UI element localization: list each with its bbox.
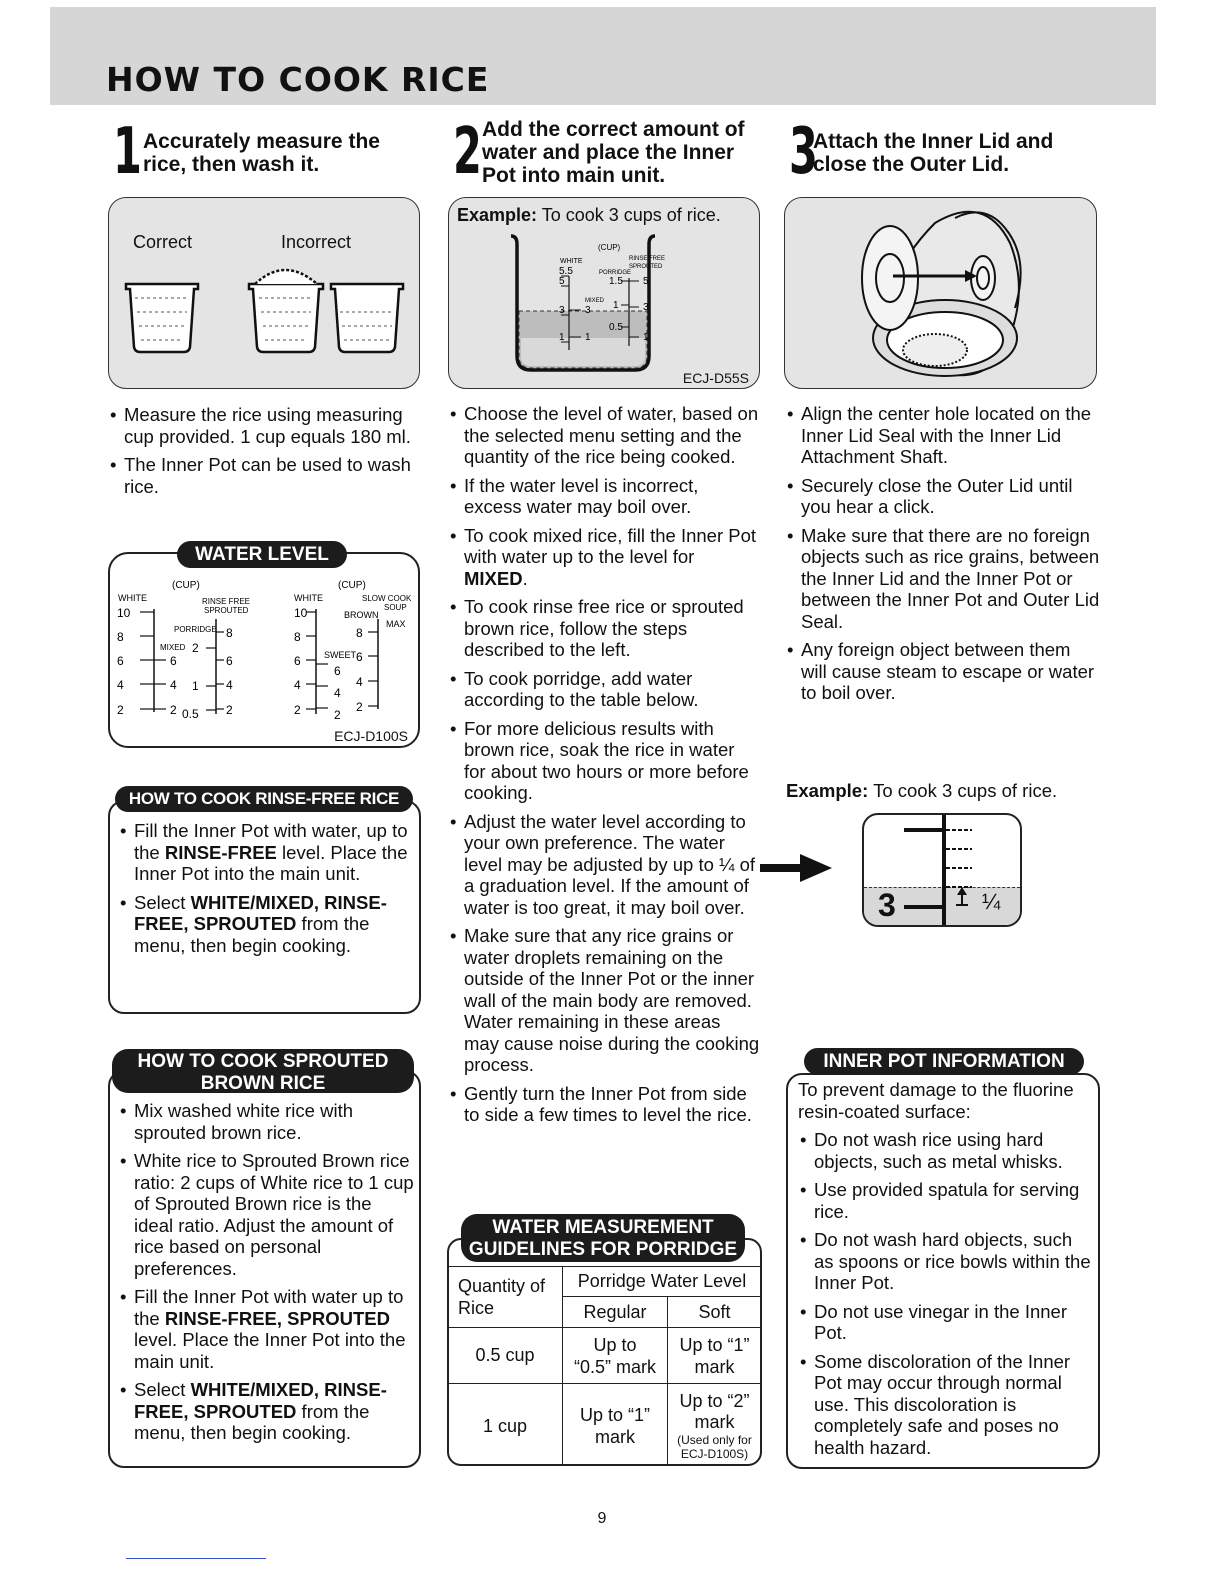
list-item: • The Inner Pot can be used to wash rice. — [108, 454, 426, 497]
list-item: • Do not wash rice using hard objects, such as metal whisks. — [798, 1129, 1094, 1172]
list-item: • To cook porridge, add water according to the table below. — [448, 668, 760, 711]
brown-mark: 8 — [356, 626, 363, 640]
porridge-label: PORRIDGE — [174, 625, 217, 634]
inner-pot-panel — [786, 1073, 1100, 1469]
white-label: WHITE — [118, 593, 147, 603]
mixed-mark: 3 — [585, 305, 591, 316]
porridge-mark: 2 — [192, 641, 199, 655]
sprouted-panel — [108, 1070, 421, 1468]
list-item: • Do not use vinegar in the Inner Pot. — [798, 1301, 1094, 1344]
gauge-quarter: ¼ — [982, 889, 1001, 914]
white-mark: 2 — [117, 703, 124, 717]
white-mark: 4 — [117, 678, 124, 692]
list-item: • Fill the Inner Pot with water, up to the RINSE-FREE level. Place the Inner Pot into the main unit. — [118, 820, 410, 885]
porridge-mark: 1 — [192, 679, 199, 693]
porridge-mark: 1 — [613, 300, 619, 311]
list-item: • Align the center hole located on the Inner Lid Seal with the Inner Lid Attachment Shaft. — [785, 403, 1101, 468]
water-example-illustration — [448, 197, 760, 389]
mixed-mark: 2 — [170, 703, 177, 717]
lid-illustration — [784, 197, 1097, 389]
list-item: • Make sure that any rice grains or water droplets remaining on the outside of the Inner Pot or the inner wall of the main body are removed. Water remaining in these areas may cause noise during the cooking process. — [448, 925, 760, 1076]
correct-label: Correct — [133, 232, 193, 252]
table-cell: Up to “1” mark — [668, 1328, 762, 1384]
list-item: • To cook mixed rice, fill the Inner Pot with water up to the level for MIXED. — [448, 525, 760, 590]
step-1-bullets — [108, 404, 426, 504]
slow-cook-label: SLOW COOK — [362, 594, 412, 603]
water-level-model: ECJ-D100S — [334, 728, 408, 744]
white-mark: 6 — [117, 654, 124, 668]
list-item: • Make sure that there are no foreign objects such as rice grains, between the Inner Lid and the Inner Pot or between the Inner Pot and Outer Lid Seal. — [785, 525, 1101, 633]
rice-fill — [521, 338, 645, 366]
level-gauge-example — [862, 813, 1022, 927]
white-mark: 4 — [294, 678, 301, 692]
rinse-mark: 4 — [226, 678, 233, 692]
brown-mark: 6 — [356, 650, 363, 664]
incorrect-label: Incorrect — [281, 232, 352, 252]
sweet-mark: 2 — [334, 708, 341, 722]
white-mark: 5.5 — [559, 266, 573, 277]
white-mark: 6 — [294, 654, 301, 668]
step-1-number: 1 — [113, 115, 142, 189]
step-2-number: 2 — [453, 115, 482, 189]
page-number: 9 — [597, 1510, 607, 1527]
water-level-panel — [108, 552, 420, 748]
table-cell: Up to “2” mark (Used only for ECJ-D100S) — [668, 1384, 762, 1467]
white-label: WHITE — [294, 593, 323, 603]
water-level-gauges — [110, 554, 418, 746]
list-item: • Do not wash hard objects, such as spoons or rice bowls within the Inner Pot. — [798, 1229, 1094, 1294]
table-cell: Up to “0.5” mark — [563, 1328, 668, 1384]
sweet-mark: 6 — [334, 664, 341, 678]
table-row — [448, 1328, 761, 1384]
list-item: • Fill the Inner Pot with water up to the RINSE-FREE, SPROUTED level. Place the Inner Pot into the main unit. — [118, 1286, 414, 1372]
table-cell: 0.5 cup — [448, 1328, 563, 1384]
footnote-rule — [126, 1558, 266, 1559]
col-regular-header: Regular — [563, 1297, 668, 1328]
step-3-number: 3 — [789, 115, 818, 189]
porridge-table — [448, 1266, 761, 1466]
list-item: • Measure the rice using measuring cup provided. 1 cup equals 180 ml. — [108, 404, 426, 447]
cup-label: (CUP) — [172, 580, 200, 591]
gauge-value: 3 — [878, 887, 896, 923]
porridge-label: PORRIDGE — [599, 270, 632, 276]
porridge-mark: 1.5 — [609, 276, 623, 287]
white-mark: 2 — [294, 703, 301, 717]
white-mark: 5 — [559, 276, 565, 287]
rinse-free-label: RINSE FREE — [202, 597, 251, 606]
col-level-header: Porridge Water Level — [563, 1267, 762, 1297]
list-item: • Securely close the Outer Lid until you hear a click. — [785, 475, 1101, 518]
mixed-mark: 1 — [585, 332, 591, 343]
rinse-mark: 2 — [226, 703, 233, 717]
sprouted-label: SPROUTED — [629, 264, 663, 270]
white-mark: 8 — [117, 630, 124, 644]
measuring-cups-illustration — [109, 198, 419, 388]
list-item: • Choose the level of water, based on the selected menu setting and the quantity of the rice being cooked. — [448, 403, 760, 468]
arrow-right-icon — [760, 850, 834, 886]
step-2-bullets — [448, 403, 760, 1133]
list-item: • Adjust the water level according to your own preference. The water level may be adjusted by up to ¼ of a graduation level. If the amount of water is too great, it may boil over. — [448, 811, 760, 919]
white-label: WHITE — [560, 258, 583, 265]
white-mark: 8 — [294, 630, 301, 644]
rice-cooker-lid-illustration — [785, 198, 1096, 388]
inner-pot-intro: To prevent damage to the fluorine resin-coated surface: — [798, 1079, 1074, 1122]
pot-model: ECJ-D55S — [682, 370, 749, 386]
table-cell: Up to “1” mark — [563, 1384, 668, 1467]
list-item: • Select WHITE/MIXED, RINSE-FREE, SPROUTED from the menu, then begin cooking. — [118, 1379, 414, 1444]
porridge-mark: 0.5 — [609, 322, 623, 333]
inner-pot-title: INNER POT INFORMATION — [804, 1048, 1084, 1075]
list-item: • Gently turn the Inner Pot from side to side a few times to level the rice. — [448, 1083, 760, 1126]
porridge-table-panel — [447, 1238, 762, 1466]
sweet-mark: 4 — [334, 686, 341, 700]
list-item: • Mix washed white rice with sprouted brown rice. — [118, 1100, 414, 1143]
porridge-mark: 0.5 — [182, 707, 199, 721]
white-mark: 10 — [117, 606, 131, 620]
list-item: • For more delicious results with brown rice, soak the rice in water for about two hours or more before cooking. — [448, 718, 760, 804]
list-item: • To cook rinse free rice or sprouted brown rice, follow the steps described to the left. — [448, 596, 760, 661]
brown-label: BROWN — [344, 610, 379, 620]
mixed-label: MIXED — [585, 298, 605, 304]
soup-label: SOUP — [384, 603, 407, 612]
white-mark: 10 — [294, 606, 308, 620]
table-cell: 1 cup — [448, 1384, 563, 1467]
list-item: • White rice to Sprouted Brown rice ratio: 2 cups of White rice to 1 cup of Sprouted Brown rice is the ideal ratio. Adjust the amount of rice based on personal preferences. — [118, 1150, 414, 1279]
mixed-label: MIXED — [160, 643, 186, 652]
rinse-mark: 5 — [643, 276, 649, 287]
rinse-mark: 8 — [226, 626, 233, 640]
col-quantity-header: Quantity of Rice — [448, 1267, 563, 1328]
example-caption: Example: To cook 3 cups of rice. — [457, 205, 721, 225]
water-level-title: WATER LEVEL — [177, 541, 347, 568]
sprouted-label: SPROUTED — [204, 606, 249, 615]
list-item: • Use provided spatula for serving rice. — [798, 1179, 1094, 1222]
list-item: • Select WHITE/MIXED, RINSE-FREE, SPROUTED from the menu, then begin cooking. — [118, 892, 410, 957]
step-2-heading: Add the correct amount of water and place the Inner Pot into main unit. — [482, 118, 745, 187]
mixed-mark: 6 — [170, 654, 177, 668]
step-3-example-caption: Example: To cook 3 cups of rice. — [786, 780, 1058, 801]
max-label: MAX — [386, 619, 406, 629]
step-1-heading: Accurately measure the rice, then wash it. — [143, 130, 380, 176]
rinse-free-title: HOW TO COOK RINSE-FREE RICE — [115, 786, 413, 812]
cup-label: (CUP) — [338, 580, 366, 591]
rinse-free-label: RINSE FREE — [629, 256, 666, 262]
brown-mark: 4 — [356, 675, 363, 689]
cup-label: (CUP) — [598, 243, 621, 252]
measure-illustration — [108, 197, 420, 389]
rinse-mark: 6 — [226, 654, 233, 668]
step-3-bullets — [785, 403, 1101, 711]
white-mark: 1 — [559, 332, 565, 343]
porridge-table-title: WATER MEASUREMENT GUIDELINES FOR PORRIDGE — [461, 1214, 745, 1262]
list-item: • Some discoloration of the Inner Pot may occur through normal use. This discoloration is completely safe and poses no health hazard. — [798, 1351, 1094, 1459]
list-item: • If the water level is incorrect, excess water may boil over. — [448, 475, 760, 518]
list-item: • Any foreign object between them will cause steam to escape or water to boil over. — [785, 639, 1101, 704]
sprouted-title: HOW TO COOK SPROUTED BROWN RICE — [112, 1049, 414, 1093]
rinse-free-panel — [108, 800, 421, 1014]
step-3-heading: Attach the Inner Lid and close the Outer Lid. — [813, 130, 1054, 176]
brown-mark: 2 — [356, 700, 363, 714]
rinse-mark: 1 — [643, 332, 649, 343]
inner-pot-gauge — [449, 198, 759, 388]
table-row — [448, 1384, 761, 1467]
white-mark: 3 — [559, 305, 565, 316]
col-soft-header: Soft — [668, 1297, 762, 1328]
page-title: HOW TO COOK RICE — [106, 60, 490, 99]
sweet-label: SWEET — [324, 650, 357, 660]
mixed-mark: 4 — [170, 678, 177, 692]
rinse-mark: 3 — [643, 302, 649, 313]
